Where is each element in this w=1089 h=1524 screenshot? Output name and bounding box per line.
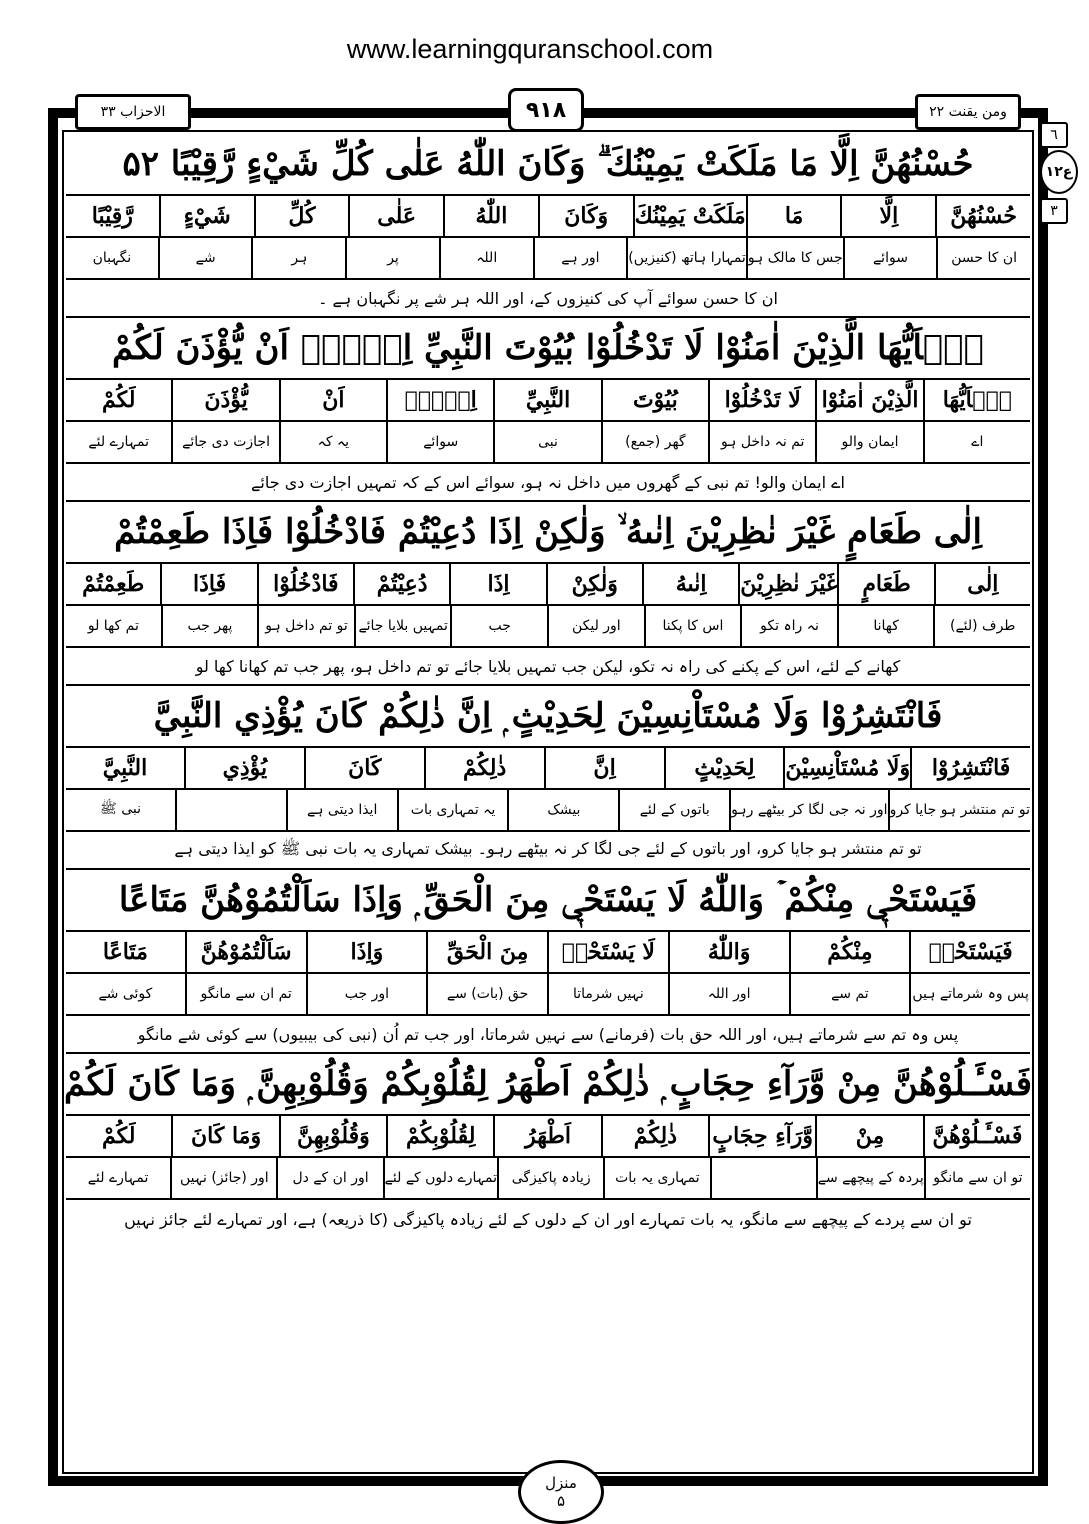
arabic-word-cell: فَاِذَا	[160, 564, 256, 604]
word-meaning-cell: اور ان کے دل	[276, 1158, 382, 1198]
word-meaning-cell: زیادہ پاکیزگی	[497, 1158, 603, 1198]
word-meaning-cell: اے	[923, 422, 1030, 462]
arabic-word-cell: فَيَسْتَحْيٖ	[909, 932, 1030, 972]
arabic-word-cell: اِلَّا	[840, 196, 935, 236]
arabic-word-cell: مَا	[746, 196, 841, 236]
word-meaning-cell: نبی ﷺ	[99, 801, 142, 817]
word-meaning-cell: گھر (جمع)	[601, 422, 708, 462]
arabic-word-cell: لَا تَدْخُلُوْا	[708, 380, 815, 420]
arabic-word-cell: لِحَدِيْثٍ	[664, 748, 784, 788]
arabic-word-cell: طَعَامٍ	[837, 564, 933, 604]
meaning-row	[66, 790, 1030, 832]
arabic-word-cell: رَّقِيْبًا	[91, 203, 133, 229]
word-row	[66, 932, 1030, 974]
word-row	[66, 748, 1030, 790]
word-meaning-cell: تمہارے دلوں کے لئے	[383, 1158, 497, 1198]
word-meaning-cell: تمہارا ہاتھ (کنیزیں)	[626, 238, 746, 278]
word-meaning-cell	[710, 1158, 816, 1198]
arabic-word-cell: وَلٰكِنْ	[546, 564, 642, 604]
arabic-verse-line: اِلٰى طَعَامٍ غَيْرَ نٰظِرِيْنَ اِنٰىهُ ۙ وَلٰكِنْ اِذَا دُعِيْتُمْ فَادْخُلُوْا فَاِذَا طَعِمْتُمْ	[66, 502, 1030, 564]
verse-section	[66, 318, 1030, 502]
word-meaning-cell: ایذا دیتی ہے	[286, 790, 397, 830]
word-meaning-cell: اور لیکن	[547, 606, 644, 646]
word-meaning-cell: ان کا حسن	[936, 238, 1030, 278]
urdu-translation-line: تو ان سے پردے کے پیچھے سے مانگو، یہ بات تمہارے اور ان کے دلوں کے لئے زیادہ پاکیزگی (کا ذریعہ) ہے، اور تمہارے لئے جائز نہیں	[124, 1209, 972, 1229]
word-meaning-cell: تمہارے لئے	[88, 434, 149, 450]
word-meaning-cell: جب	[450, 606, 547, 646]
meaning-row	[66, 606, 1030, 648]
arabic-word-cell: النَّبِيَّ	[102, 755, 148, 781]
word-meaning-cell: یہ تمہاری بات	[397, 790, 508, 830]
arabic-word-cell: اِذَا	[449, 564, 545, 604]
word-meaning-cell: یہ کہ	[279, 422, 386, 462]
arabic-word-cell: وَاِذَا	[306, 932, 427, 972]
arabic-word-cell: كَانَ	[304, 748, 424, 788]
arabic-word-cell: اِنَّ	[544, 748, 664, 788]
verse-section	[66, 134, 1030, 318]
word-meaning-cell: پس وہ شرماتے ہیں	[909, 974, 1030, 1014]
word-meaning-cell: نہیں شرماتا	[547, 974, 668, 1014]
arabic-word-cell: يُّؤْذَنَ	[171, 380, 278, 420]
arabic-word-cell: حُسْنُهُنَّ	[935, 196, 1030, 236]
word-meaning-cell: اور نہ جی لگا کر بیٹھے رہو	[729, 790, 887, 830]
word-meaning-cell: اور اللہ	[668, 974, 789, 1014]
arabic-word-cell: مِنْكُمْ	[789, 932, 910, 972]
word-row	[66, 380, 1030, 422]
word-row	[66, 1116, 1030, 1158]
arabic-word-cell: مَلَكَتْ يَمِيْنُكَ	[633, 196, 746, 236]
surah-label: الاحزاب ۳۳	[75, 94, 191, 130]
word-meaning-cell: پردہ کے پیچھے سے	[816, 1158, 924, 1198]
urdu-translation-line: اے ایمان والو! تم نبی کے گھروں میں داخل نہ ہو، سوائے اس کے کہ تمہیں اجازت دی جائے	[66, 464, 1030, 502]
word-meaning-cell: تم نہ داخل ہو	[708, 422, 815, 462]
word-meaning-cell: اور ہے	[533, 238, 627, 278]
arabic-word-cell: اِلٰى	[934, 564, 1030, 604]
urdu-translation-line: ان کا حسن سوائے آپ کی کنیزوں کے، اور اللہ ہر شے پر نگہبان ہے ۔	[66, 280, 1030, 318]
word-meaning-cell: تم کھا لو	[87, 618, 139, 634]
word-meaning-cell: ایمان والو	[815, 422, 922, 462]
arabic-word-cell: مَتَاعًا	[102, 939, 148, 965]
word-meaning-cell: تم سے	[789, 974, 910, 1014]
ruku-marker: ع۱۲	[1040, 150, 1078, 194]
page-number: ۹۱۸	[508, 88, 584, 132]
arabic-word-cell: وَمَا كَانَ	[171, 1116, 278, 1156]
arabic-word-cell: سَاَلْتُمُوْهُنَّ	[185, 932, 306, 972]
urdu-translation-line: کھانے کے لئے، اس کے پکنے کی راہ نہ تکو، لیکن جب تمہیں بلایا جائے تو تم داخل ہو، پھر جب تم کھانا کھا لو	[66, 648, 1030, 686]
word-meaning-cell	[175, 790, 286, 830]
word-meaning-cell: اللہ	[439, 238, 533, 278]
verse-section	[63, 1054, 1033, 1238]
word-meaning-cell: تم ان سے مانگو	[185, 974, 306, 1014]
arabic-word-cell: لَكُمْ	[101, 1123, 136, 1149]
site-url: www.learningquranschool.com	[346, 34, 714, 64]
word-meaning-cell: تو تم داخل ہو	[257, 606, 354, 646]
arabic-word-cell: مِنَ الْحَقِّ	[426, 932, 547, 972]
arabic-word-cell: يٰۤاَيُّهَا	[923, 380, 1030, 420]
arabic-word-cell: غَيْرَ نٰظِرِيْنَ	[738, 564, 837, 604]
word-meaning-cell: پھر جب	[161, 606, 258, 646]
urdu-translation-line: تو تم منتشر ہو جایا کرو، اور باتوں کے لئے جی لگا کر نہ بیٹھے رہو۔ بیشک تمہاری یہ بات نبی ﷺ کو ایذا دیتی ہے	[66, 832, 1030, 870]
verse-section	[66, 502, 1030, 686]
word-meaning-cell: نگہبان	[92, 250, 132, 266]
arabic-word-cell: يُؤْذِي	[184, 748, 304, 788]
arabic-word-cell: اللّٰهُ	[443, 196, 538, 236]
margin-top-number: ٦	[1040, 122, 1068, 148]
word-meaning-cell: پر	[345, 238, 439, 278]
arabic-word-cell: كُلِّ	[254, 196, 349, 236]
word-meaning-cell: کھانا	[837, 606, 934, 646]
arabic-word-cell: مِنْ	[815, 1116, 922, 1156]
word-row	[66, 564, 1030, 606]
verse-section	[66, 686, 1030, 870]
word-meaning-cell: اور جب	[306, 974, 427, 1014]
arabic-word-cell: وَكَانَ	[538, 196, 633, 236]
arabic-word-cell: ذٰلِكُمْ	[424, 748, 544, 788]
arabic-word-cell: اَطْهَرُ	[493, 1116, 600, 1156]
word-row	[66, 196, 1030, 238]
arabic-word-cell: اَنْ	[279, 380, 386, 420]
arabic-word-cell: اِلَّاۤ	[386, 380, 493, 420]
meaning-row	[66, 974, 1030, 1016]
arabic-verse-line: فَيَسْتَحْيٖ مِنْكُمْ ۡ وَاللّٰهُ لَا يَسْتَحْيٖ مِنَ الْحَقِّ ۭ وَاِذَا سَاَلْتُمُوْهُنَّ مَتَاعًا	[66, 870, 1030, 932]
arabic-word-cell: لَكُمْ	[101, 387, 136, 413]
arabic-word-cell: فَادْخُلُوْا	[257, 564, 353, 604]
urdu-translation-line: پس وہ تم سے شرماتے ہیں، اور اللہ حق بات (فرمانے) سے نہیں شرماتا، اور جب تم اُن (نبی کی بیبیوں) سے کوئی شے مانگو	[66, 1016, 1030, 1054]
meaning-row	[66, 1158, 1030, 1200]
arabic-verse-line: فَانْتَشِرُوْا وَلَا مُسْتَاْنِسِيْنَ لِحَدِيْثٍ ۭ اِنَّ ذٰلِكُمْ كَانَ يُؤْذِي النَّبِيَّ	[66, 686, 1030, 748]
manzil-marker	[518, 1460, 604, 1524]
arabic-word-cell: وَّرَآءِ حِجَابٍ	[708, 1116, 815, 1156]
word-meaning-cell: تو ان سے مانگو	[924, 1158, 1030, 1198]
word-meaning-cell: کوئی شے	[98, 986, 153, 1002]
word-meaning-cell: اور (جائز) نہیں	[170, 1158, 276, 1198]
word-meaning-cell: نہ راہ تکو	[740, 606, 837, 646]
arabic-word-cell: شَيْءٍ	[159, 196, 254, 236]
word-meaning-cell: ہر	[251, 238, 345, 278]
juz-label: ومن یقنت ۲۲	[915, 94, 1021, 130]
word-meaning-cell: حق (بات) سے	[426, 974, 547, 1014]
arabic-word-cell: النَّبِيِّ	[493, 380, 600, 420]
arabic-word-cell: عَلٰى	[348, 196, 443, 236]
word-meaning-cell: اجازت دی جائے	[171, 422, 278, 462]
arabic-word-cell: دُعِيْتُمْ	[353, 564, 449, 604]
arabic-word-cell: ذٰلِكُمْ	[601, 1116, 708, 1156]
meaning-row	[66, 238, 1030, 280]
word-meaning-cell: نبی	[493, 422, 600, 462]
manzil-number: ۵	[556, 1492, 566, 1510]
word-meaning-cell: طرف (لئے)	[933, 606, 1030, 646]
arabic-word-cell: لَا يَسْتَحْيٖ	[547, 932, 668, 972]
arabic-verse-line: حُسْنُهُنَّ اِلَّا مَا مَلَكَتْ يَمِيْنُكَ ۗ وَكَانَ اللّٰهُ عَلٰى كُلِّ شَيْءٍ رَّقِيْبًا ۵۲	[66, 134, 1030, 196]
verse-section	[66, 870, 1030, 1054]
word-meaning-cell: تمہارے لئے	[87, 1170, 149, 1186]
manzil-label: منزل	[545, 1474, 577, 1492]
word-meaning-cell: سوائے	[843, 238, 937, 278]
arabic-word-cell: اِنٰىهُ	[642, 564, 738, 604]
arabic-word-cell: فَسْـَٔـلُوْهُنَّ	[923, 1116, 1030, 1156]
word-meaning-cell: سوائے	[386, 422, 493, 462]
word-meaning-cell: شے	[158, 238, 252, 278]
arabic-word-cell: فَانْتَشِرُوْا	[910, 748, 1030, 788]
arabic-word-cell: لِقُلُوْبِكُمْ	[386, 1116, 493, 1156]
arabic-word-cell: وَلَا مُسْتَاْنِسِيْنَ	[783, 748, 910, 788]
arabic-verse-line: فَسْـَٔـلُوْهُنَّ مِنْ وَّرَآءِ حِجَابٍ ۭ ذٰلِكُمْ اَطْهَرُ لِقُلُوْبِكُمْ وَقُلُوْبِهِنَّ ۭ وَمَا كَانَ لَكُمْ	[66, 1054, 1030, 1116]
margin-bottom-number: ٣	[1040, 198, 1068, 224]
word-meaning-cell: اس کا پکنا	[644, 606, 741, 646]
word-meaning-cell: جس کا مالک ہو	[746, 238, 843, 278]
arabic-word-cell: الَّذِيْنَ اٰمَنُوْا	[815, 380, 922, 420]
arabic-verse-line: يٰۤاَيُّهَا الَّذِيْنَ اٰمَنُوْا لَا تَدْخُلُوْا بُيُوْتَ النَّبِيِّ اِلَّاۤ اَنْ يُّؤْذَنَ لَكُمْ	[66, 318, 1030, 380]
meaning-row	[66, 422, 1030, 464]
word-meaning-cell: باتوں کے لئے	[618, 790, 729, 830]
arabic-word-cell: طَعِمْتُمْ	[82, 571, 145, 597]
arabic-word-cell: وَاللّٰهُ	[668, 932, 789, 972]
word-meaning-cell: بیشک	[507, 790, 618, 830]
arabic-word-cell: بُيُوْتَ	[601, 380, 708, 420]
quran-page-content	[63, 134, 1033, 1238]
word-meaning-cell: تمہیں بلایا جائے	[354, 606, 451, 646]
word-meaning-cell: تمہاری یہ بات	[603, 1158, 709, 1198]
arabic-word-cell: وَقُلُوْبِهِنَّ	[279, 1116, 386, 1156]
word-meaning-cell: تو تم منتشر ہو جایا کرو	[888, 790, 1030, 830]
